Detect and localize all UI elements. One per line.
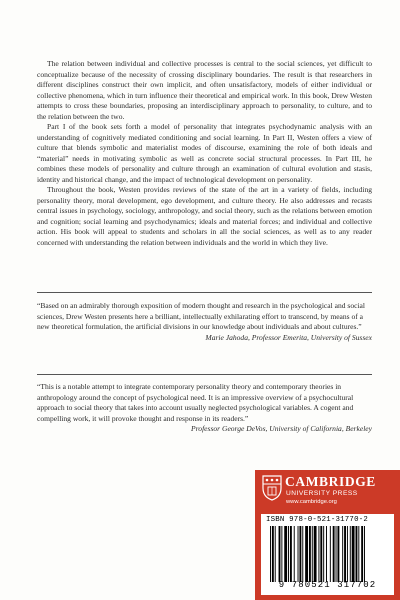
publisher-name: CAMBRIDGE [285, 474, 376, 489]
divider-rule-2 [37, 374, 372, 375]
publisher-url: www.cambridge.org [286, 499, 337, 505]
review-quote-2 [37, 382, 372, 435]
isbn-label: ISBN 978-0-521-31770-2 [266, 516, 368, 524]
attribution-place: University of Sussex [310, 332, 372, 342]
publisher-logo-panel [255, 470, 400, 600]
divider-rule-1 [37, 292, 372, 293]
blurb-paragraph-3: Throughout the book, Westen provides reviews of the state of the art in a variety of fields, including personality theory, moral development, ego development, and culture theory. He also addresses and recasts central issues in psychology, sociology, anthropology, and social theory, such as the relations between emotion and cognition; social learning and psychodynamics; ideals and material forces; and individual and collective action. His book will appeal to students and scholars in all the social sciences, as well as to any reader concerned with understanding the relation between individuals and the world in which they live. [37, 185, 372, 247]
quote-text: “This is a notable attempt to integrate contemporary personality theory and contemporary theories in anthropology around the concept of psychological need. It is an impressive overview of a psychocultural approach to social theory that takes into account usually neglected psychological variables. A cogent and compelling work, it will provoke thought and response in its readers.” [37, 382, 354, 423]
blurb-paragraph-2: Part I of the book sets forth a model of personality that integrates psychodynamic analysis with an understanding of cognitively mediated conditioning and social learning. In Part II, Westen offers a view of culture that blends symbolic and materialist modes of discourse, examining the role of both ideals and “material” needs in motivating symbolic as well as concrete social structural processes. In Part III, he combines these models of personality and culture through an examination of cultural evolution and stasis, identity and historical change, and the impact of technological development on personality. [37, 122, 372, 184]
publisher-subtitle: UNIVERSITY PRESS [286, 490, 358, 497]
attribution-name: Marie Jahoda, Professor Emerita, [205, 332, 311, 342]
review-quote-1 [37, 301, 372, 343]
quote-text: “Based on an admirably thorough exposition of modern thought and research in the psychological and social sciences, Drew Westen presents here a brilliant, intellectually exhilarating effort to transcend, by means of a new theoretical formulation, the artificial divisions in our knowledge about individuals and about cultures.” [37, 301, 365, 331]
quote-attribution [37, 424, 372, 435]
barcode-image [270, 526, 388, 582]
barcode-panel [261, 514, 394, 595]
barcode-number: 9 780521 317702 [278, 580, 377, 590]
crest-icon [262, 475, 282, 501]
quote-attribution [37, 333, 372, 344]
blurb-text [37, 59, 372, 248]
attribution-place: University of California, Berkeley [269, 424, 372, 433]
blurb-paragraph-1: The relation between individual and collective processes is central to the social sciences, yet difficult to conceptualize because of the necessity of crossing disciplinary boundaries. The result is that researchers in different disciplines construct their own implicit, and often unsatisfactory, models of either individual or collective phenomena, which in turn influence their theoretical and empirical work. In this book, Drew Westen attempts to cross these boundaries, proposing an interdisciplinary approach to personality, to culture, and to the relation between the two. [37, 59, 372, 121]
attribution-name: Professor George DeVos, [191, 424, 270, 433]
